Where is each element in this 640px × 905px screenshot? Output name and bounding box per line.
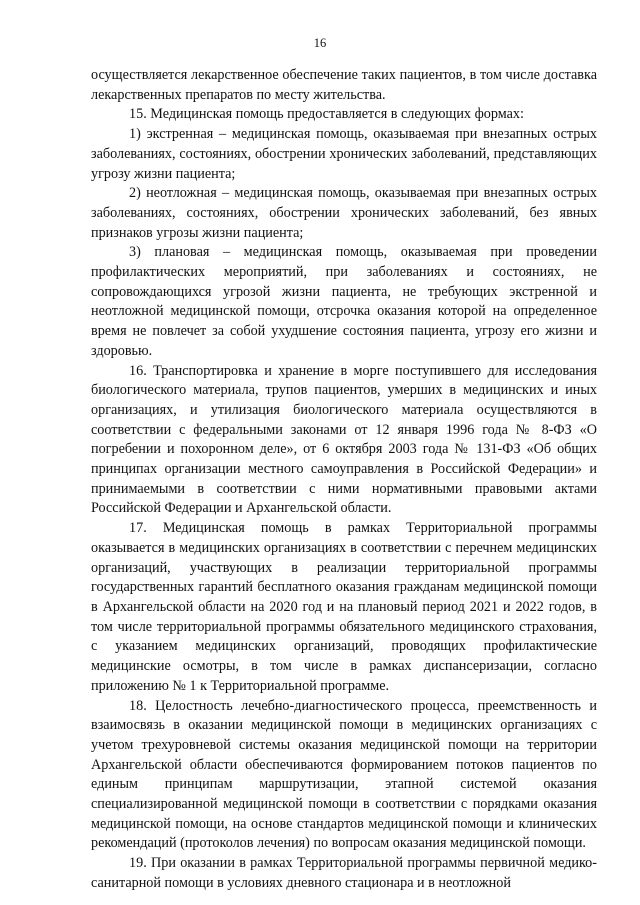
paragraph-17: 17. Медицинская помощь в рамках Территориальной программы оказывается в медицинских организациях в соответствии с перечнем медицинских организаций, участвующих в реализации территориальной программы государственных гарантий бесплатного оказания гражданам медицинской помощи в Архангельской области на 2020 год и на плановый период 2021 и 2022 годов, в том числе территориальной программы обязательного медицинского страхования, с указанием медицинских организаций, проводящих профилактические медицинские осмотры, в том числе в рамках диспансеризации, согласно приложению № 1 к Территориальной программе. (91, 520, 597, 694)
paragraph-18: 18. Целостность лечебно-диагностического процесса, преемственность и взаимосвязь в оказании медицинской помощи в медицинских организациях с учетом трехуровневой системы оказания медицинской помощи на территории Архангельской области обеспечиваются формированием потоков пациентов по единым принципам маршрутизации, этапной системой оказания специализированной медицинской помощи в соответствии с порядками оказания медицинской помощи, на основе стандартов медицинской помощи и клинических рекомендаций (протоколов лечения) по вопросам оказания медицинской помощи. (91, 697, 597, 852)
paragraph-continuation: осуществляется лекарственное обеспечение таких пациентов, в том числе доставка лекарственных препаратов по месту жительства. (91, 67, 597, 103)
paragraph-15-item-1: 1) экстренная – медицинская помощь, оказываемая при внезапных острых заболеваниях, состояниях, обострении хронических заболеваний, представляющих угрозу жизни пациента; (91, 126, 597, 182)
paragraph-15-item-3: 3) плановая – медицинская помощь, оказываемая при проведении профилактических мероприятий, при заболеваниях и состояниях, не сопровождающихся угрозой жизни пациента, не требующих экстренной и неотложной медицинской помощи, отсрочка оказания которой на определенное время не повлечет за собой ухудшение состояния пациента, угрозу его жизни и здоровью. (91, 244, 597, 359)
paragraph-19: 19. При оказании в рамках Территориальной программы первичной медико-санитарной помощи в условиях дневного стационара и в неотложной (91, 855, 597, 891)
paragraph-16: 16. Транспортировка и хранение в морге поступившего для исследования биологического материала, трупов пациентов, умерших в медицинских и иных организациях, и утилизация биологического материала осуществляются в соответствии с федеральными законами от 12 января 1996 года № 8-ФЗ «О погребении и похоронном деле», от 6 октября 2003 года № 131-ФЗ «Об общих принципах организации местного самоуправления в Российской Федерации» и принимаемыми в соответствии с ними нормативными правовыми актами Российской Федерации и Архангельской области. (91, 362, 597, 517)
document-body (91, 66, 597, 894)
paragraph-15-item-2: 2) неотложная – медицинская помощь, оказываемая при внезапных острых заболеваниях, состояниях, обострении хронических заболеваний, без явных признаков угрозы жизни пациента; (91, 185, 597, 241)
paragraph-15: 15. Медицинская помощь предоставляется в следующих формах: (129, 106, 524, 123)
page-number: 16 (313, 36, 327, 50)
